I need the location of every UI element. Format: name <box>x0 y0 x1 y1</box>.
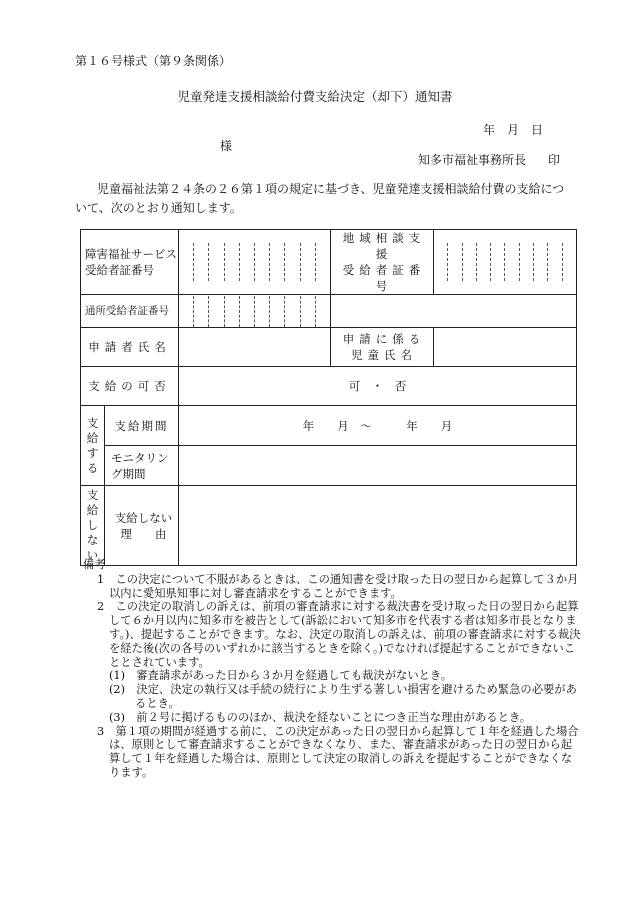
community-support-cert-number <box>434 230 577 295</box>
form-number: 第１６号様式（第９条関係） <box>75 54 232 68</box>
sender-name: 知多市福祉事務所長 <box>418 153 527 167</box>
note-item: 1 この決定について不服があるときは、この通知書を受け取った日の翌日から起算して３か月以内に愛知県知事に対し審査請求をすることができます。 <box>97 572 579 600</box>
no-grant-reason-label: 支給しない 理 由 <box>105 486 179 566</box>
day-service-cert-label: 通所受給者証番号 <box>81 295 179 328</box>
note-subitem: (3) 前２号に掲げるもののほか、裁決を経ないことにつき正当な理由があるとき。 <box>109 710 532 724</box>
no-grant-reason-value <box>179 486 577 566</box>
no-grant-section-label: 支 給 し な い <box>81 486 105 566</box>
community-support-cert-label: 地域相談支援 受給者証番号 <box>331 230 434 295</box>
notes-title: 備考 <box>83 558 106 571</box>
note-subitem: (2) 決定、決定の執行又は手続の続行により生ずる著しい損害を避けるため緊急の必要があるとき。 <box>109 683 577 710</box>
grant-decision-value: 可 ・ 否 <box>179 367 577 406</box>
grant-period-value: 年 月 ～ 年 月 <box>179 406 577 446</box>
grant-decision-label: 支給の可否 <box>81 367 179 406</box>
welfare-service-cert-number <box>179 230 331 295</box>
day-service-cert-number <box>179 295 331 328</box>
note-subitem: (1) 審査請求があった日から３か月を経過しても裁決がないとき。 <box>109 669 453 683</box>
sender-block <box>418 151 560 168</box>
document-title: 児童発達支援相談給付費支給決定（却下）通知書 <box>177 89 453 104</box>
applicant-name-value <box>179 328 331 367</box>
seal-mark: 印 <box>548 153 561 167</box>
monitoring-period-value <box>179 446 577 486</box>
child-name-label: 申請に係る 児童氏名 <box>331 328 434 367</box>
welfare-service-cert-label: 障害福祉サービス 受給者証番号 <box>81 230 179 295</box>
grant-period-label: 支給期間 <box>105 406 179 446</box>
date-line: 年 月 日 <box>483 123 544 137</box>
child-name-value <box>434 328 577 367</box>
addressee-suffix: 様 <box>220 139 233 153</box>
blank-cell <box>331 295 577 328</box>
grant-section-label: 支 給 す る <box>81 406 105 486</box>
decision-table <box>80 229 577 566</box>
intro-text: 児童福祉法第２４条の２６第１項の規定に基づき、児童発達支援相談給付費の支給について、次のとおり通知します。 <box>75 182 565 215</box>
applicant-name-label: 申請者氏名 <box>81 328 179 367</box>
note-item: 2 この決定の取消しの訴えは、前項の審査請求に対する裁決書を受け取った日の翌日から起算して６か月以内に知多市を被告として(訴訟において知多市を代表する者は知多市長となります。)、提起することができます。なお、決定の取消しの訴えは、前項の審査請求に対する裁決を経た後(次の各号のいずれかに該当するときを除く。)でなければ提起することができないこととされています。 <box>97 600 581 669</box>
note-item: 3 第１項の期間が経過する前に、この決定があった日の翌日から起算して１年を経過した場合は、原則として審査請求することができなくなり、また、審査請求があった日の翌日から起算して１年を経過した場合は、原則として決定の取消しの訴えを提起することができなくなります。 <box>97 724 579 779</box>
notes-section <box>83 558 583 780</box>
monitoring-period-label: モニタリング期間 <box>105 446 179 486</box>
